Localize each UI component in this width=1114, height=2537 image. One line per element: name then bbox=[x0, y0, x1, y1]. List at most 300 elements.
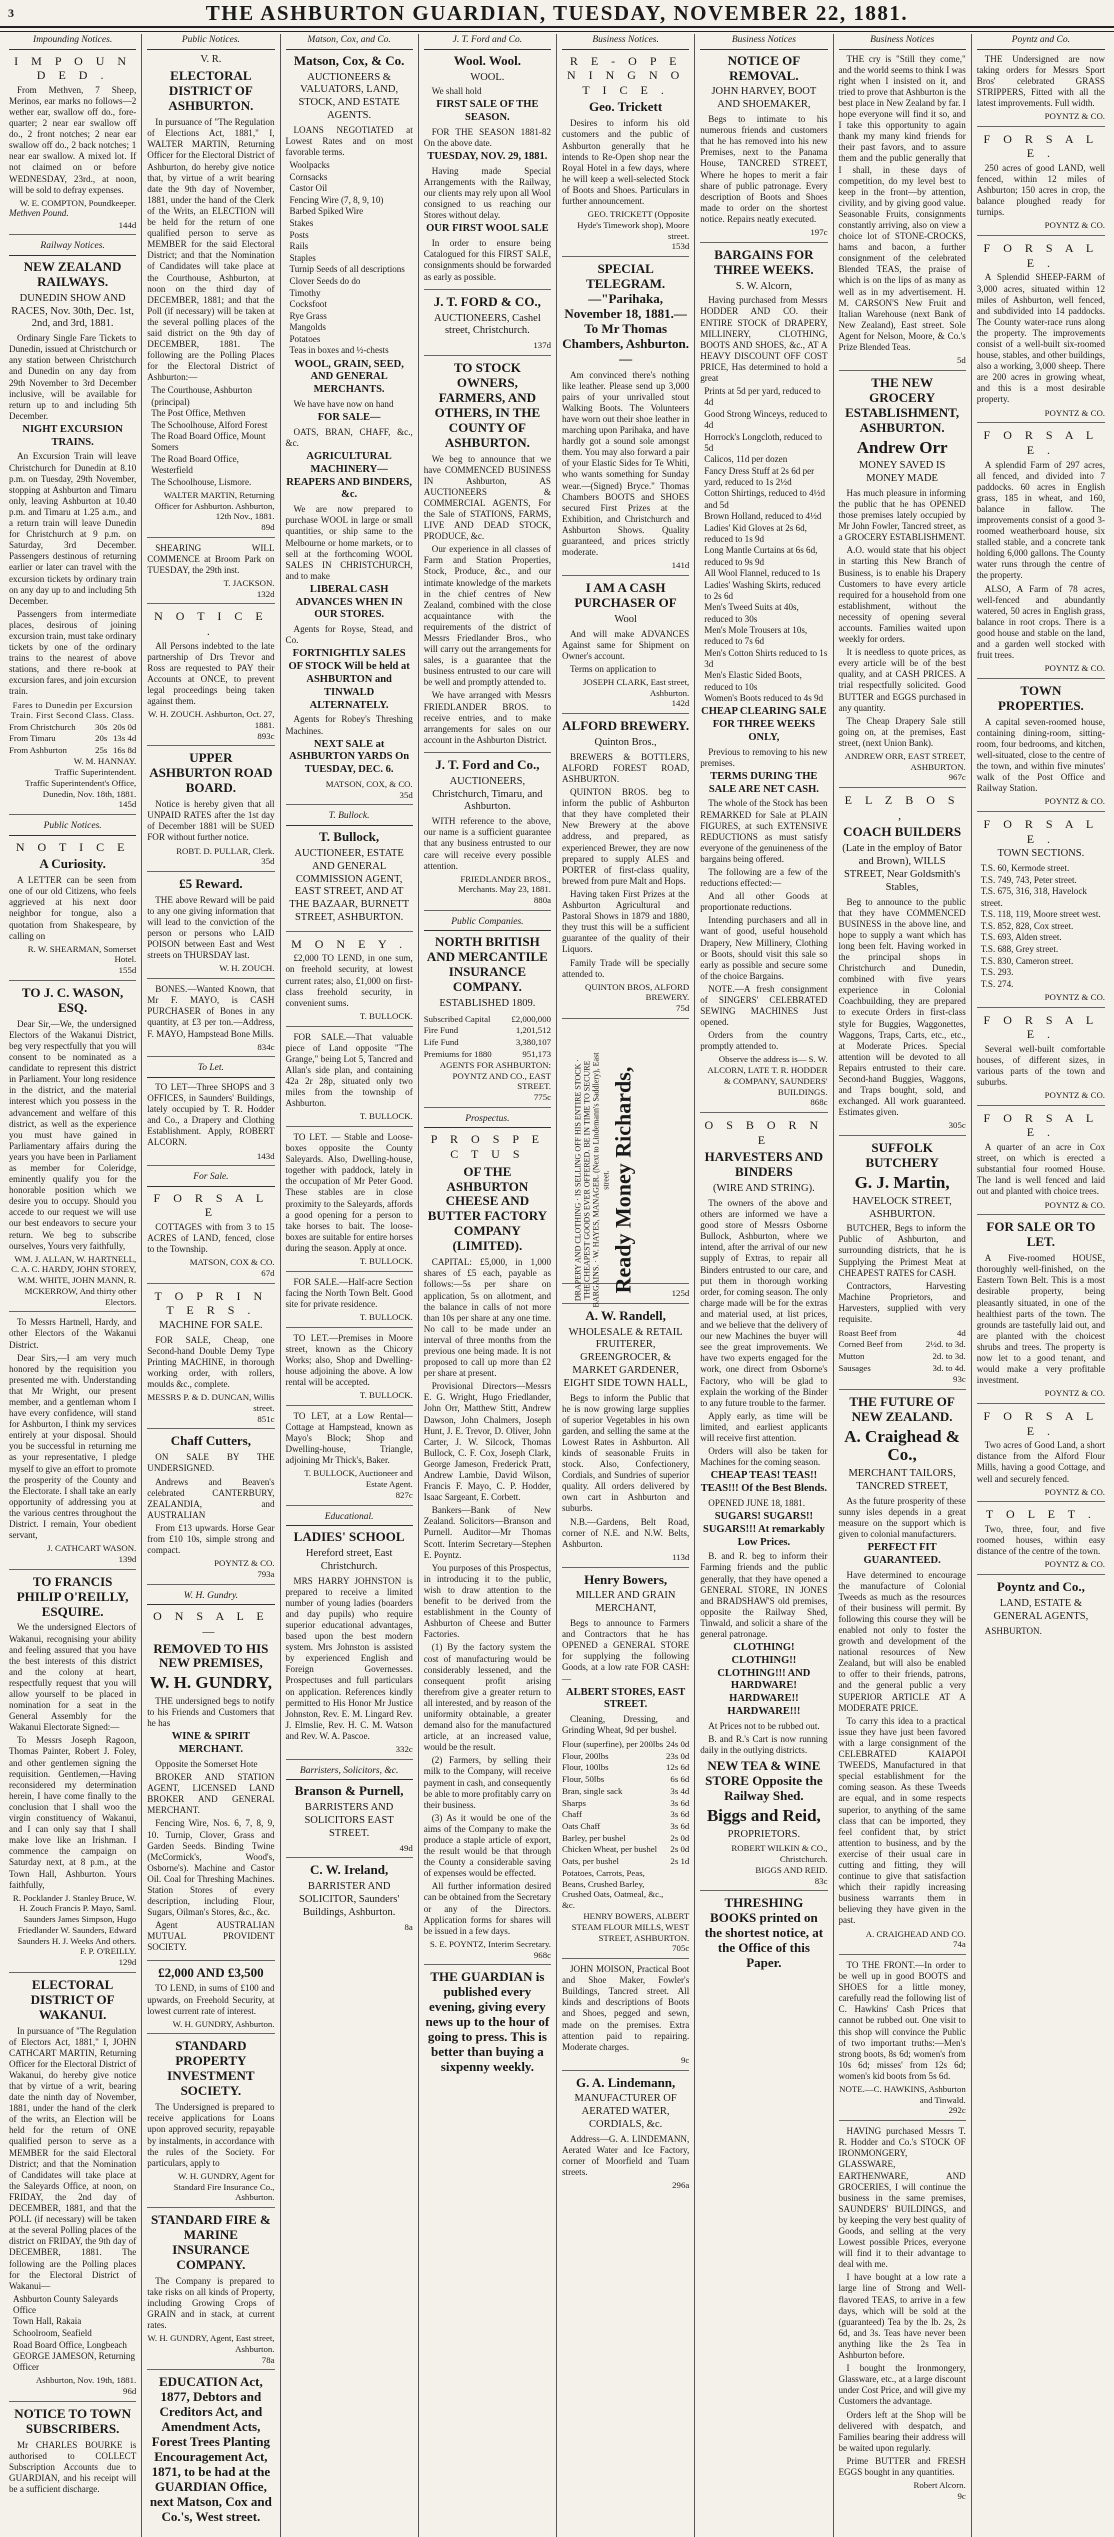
ad-body: THE above Reward will be paid to any one giving information that will lead to the conviction of the person or persons who LAID POISON between East and West streets on THURSDAY last. bbox=[147, 894, 275, 961]
ad-body: Begs to inform the Public that he is now growing large supplies of superior Vegetables in his own garden, and selling the same at the Lowest Rates in Ashburton. All kinds of seasonable Fruits in stock. Also, Confectionery, Cordials, and Sundries of superior quality. All orders delivered by own cart in Ashburton and suburbs. bbox=[562, 1392, 690, 1514]
ad-title: COACH BUILDERS bbox=[843, 824, 962, 840]
ad-title: Chaff Cutters, bbox=[170, 1433, 251, 1449]
ad-body: ASHBURTON. bbox=[984, 1625, 1042, 1636]
ad-title: THE GUARDIAN is published every evening, giving every news up to the hour of going to press. This is better than buying a sixpenny weekly. bbox=[425, 1969, 550, 2074]
signature: F. P. O'REILLY. bbox=[79, 1946, 137, 1957]
list-item: Road Board Office, Longbeach bbox=[13, 2339, 127, 2350]
ad-subheading: TERMS DURING THE SALE ARE NET CASH. bbox=[708, 770, 819, 795]
ad-name: W. H. GUNDRY, bbox=[149, 1673, 273, 1693]
signature: T. BULLOCK, Auctioneer and Estate Agent. bbox=[304, 1468, 413, 1490]
section-heading: Educational. bbox=[286, 1511, 413, 1527]
table-cell: Mutton bbox=[838, 1351, 865, 1362]
ad-place: Methven Pound. bbox=[9, 208, 69, 219]
ad-body: BREWERS & BOTTLERS, ALFORD FOREST ROAD, ASHBURTON. bbox=[562, 751, 690, 785]
table-row bbox=[424, 1013, 551, 1025]
ad-body: Ordinary Single Fare Tickets to Dunedin, issued at Christchurch or any station between Christchurch and Dunedin on any day from 29th November to 3rd December inclusive, will be available for return up to and including 5th December. bbox=[9, 333, 137, 421]
table-cell: Oats, per bushel bbox=[562, 1856, 619, 1867]
advertisement bbox=[562, 54, 689, 257]
list-item: The Post Office, Methven bbox=[151, 408, 246, 419]
ad-title: BARGAINS FOR THREE WEEKS. bbox=[714, 246, 814, 277]
rotated-small-text: DRAPERY AND CLOTHING · IS SELLING OFF HIS ENTIRE STOCK · THE CHEAPEST GOODS EVER OFFERED. BE IN TIME TO SECURE BARGAINS. · W. HAYES, MANAGER. (Next to Lindemann's Saddlery), East street. bbox=[573, 1052, 611, 1308]
ad-subtitle: (WIRE AND STRING). bbox=[712, 1183, 815, 1195]
table-row bbox=[562, 1809, 689, 1821]
item-list bbox=[13, 2294, 136, 2374]
table-row bbox=[9, 721, 136, 733]
advertisement bbox=[700, 248, 827, 1113]
ad-body: Having made Special Arrangements with the Railway, our clients may rely upon all Wool consigned to us reaching our Stores without delay. bbox=[423, 165, 551, 221]
table-cell: From Christchurch bbox=[9, 721, 76, 732]
table-cell: Barley, per bushel bbox=[562, 1832, 626, 1843]
advertisement bbox=[147, 54, 274, 538]
ad-title: SPECIAL TELEGRAM.—"Parihaka, November 18, 1881.—To Mr Thomas Chambers, Ashburton.— bbox=[562, 261, 690, 366]
table-row bbox=[562, 1785, 689, 1797]
list-item: T.S. 852, 828, Cox street. bbox=[980, 920, 1074, 931]
ad-body: We have have now on hand bbox=[293, 398, 394, 409]
ad-reference: 141d bbox=[671, 560, 690, 571]
advertisement bbox=[147, 2039, 274, 2207]
ad-reference: 125d bbox=[671, 1287, 690, 1298]
list-item: Horrock's Longcloth, reduced to 5d bbox=[704, 431, 823, 453]
table-row bbox=[562, 1856, 689, 1868]
signature: POYNTZ & CO. bbox=[1044, 111, 1105, 122]
table-cell: 2d. to 3d. bbox=[932, 1351, 966, 1362]
signature: W. H. GUNDRY, Ashburton. bbox=[172, 2018, 275, 2029]
spaced-heading: N O T I C E bbox=[15, 839, 130, 854]
ad-title: J. T. Ford and Co., bbox=[435, 756, 540, 772]
section-block bbox=[286, 1511, 413, 1527]
signature: HENRY BOWERS, ALBERT STEAM FLOUR MILLS, WEST STREET, ASHBURTON. bbox=[571, 1911, 690, 1943]
column-header: Impounding Notices. bbox=[9, 34, 136, 50]
ad-subheading: NIGHT EXCURSION TRAINS. bbox=[22, 423, 123, 448]
advertisement bbox=[839, 1141, 966, 1390]
ad-body: We have arranged with Messrs FRIEDLANDER BROS. to receive entries, and to make arrangements for sales on our account in the Ashburton District. bbox=[423, 690, 551, 745]
list-item: T.S. 675, 316, 318, Havelock street. bbox=[980, 886, 1087, 908]
ad-name: G. J. Martin, bbox=[854, 1173, 950, 1193]
table-cell: 3s 6d bbox=[670, 1809, 690, 1820]
advertisement bbox=[9, 1978, 136, 2402]
ad-body: B. and R.'s Cart is now running daily in the outlying districts. bbox=[700, 1733, 828, 1756]
list-item: Men's Cotton Shirts reduced to 1s 3d bbox=[704, 647, 828, 669]
ad-title: FOR SALE OR TO LET. bbox=[986, 1219, 1096, 1250]
section-heading: Prospectus. bbox=[424, 1113, 551, 1129]
table-cell: 4d bbox=[956, 1327, 966, 1338]
list-item: Town Hall, Rakaia bbox=[13, 2316, 82, 2327]
ad-body: BROKER AND STATION AGENT, LICENSED LAND BROKER AND GENERAL MERCHANT. bbox=[147, 1772, 275, 1816]
ad-body: OATS, BRAN, CHAFF, &c., &c. bbox=[285, 426, 413, 448]
section-block bbox=[147, 1062, 274, 1078]
table-cell: 3s 6d bbox=[670, 1820, 690, 1831]
ad-reference: 74a bbox=[953, 1939, 966, 1950]
ad-title: NEW TEA & WINE STORE Opposite the Railway Shed. bbox=[705, 1758, 823, 1804]
spaced-heading: F O R S A L E . bbox=[983, 428, 1099, 457]
ad-title: £2,000 AND £3,500 bbox=[158, 1964, 264, 1980]
signature: FRIEDLANDER BROS., Merchants. May 23, 1881. bbox=[458, 873, 551, 895]
ad-body: (2) Farmers, by selling their milk to the Company, will receive payment in cash, and consequently be able to more profitably carry on their business. bbox=[423, 1755, 551, 1810]
ad-body: The Cheap Drapery Sale still going on, at the premises, East street, (next Union Bank). bbox=[838, 715, 966, 748]
list-item: T.S. 693, Alden street. bbox=[980, 932, 1062, 943]
advertisement bbox=[147, 1966, 274, 2035]
table-row bbox=[562, 1750, 689, 1762]
ad-reference: 145d bbox=[118, 799, 137, 810]
ad-body: B. and R. beg to inform their Farming friends and the public generally, that they have opened a GENERAL STORE, IN JONES and BRADSHAW'S old premises, opposite the Railway Shed, Tinwald, and solicit a share of the general patronage. bbox=[700, 1551, 828, 1639]
ad-subheading: TUESDAY, NOV. 29, 1881. bbox=[427, 151, 548, 163]
signature: POYNTZ & CO. bbox=[1044, 407, 1105, 418]
ad-body: At Prices not to be rubbed out. bbox=[708, 1720, 820, 1731]
ad-reference: 113d bbox=[671, 1551, 690, 1562]
advertisement bbox=[839, 376, 966, 788]
ad-reference: 197c bbox=[810, 226, 828, 237]
ad-reference: 35d bbox=[261, 856, 275, 867]
spaced-heading: E L Z B O S , bbox=[844, 793, 960, 822]
ad-subheading: NEXT SALE at ASHBURTON YARDS On TUESDAY, DEC. 6. bbox=[289, 738, 410, 776]
ad-body: Dear Sir,—We, the undersigned Electors of the Wakanui District, beg very respectfully that you will consent to be nominated as a candidate to represent this district in Parliament. Your long residence in the district, and the material interest which you possess in the advancement and welfare of this district, as well as the experience you must have gained in Parliamentary affairs during the years you have been in Parliament as member for Coleridge, eminently qualify you for the honorable position which we desire you to occupy. Should you accede to our request we will use our best endeavors to secure your return. We beg to subscribe ourselves, Yours very faithfully, bbox=[9, 1018, 137, 1251]
ad-body: Passengers from intermediate places, desirous of joining excursion train, must take ordinary tickets by one of the ordinary trains to the nearest of above stations, and there re-book at excursion fares, and join excursion train. bbox=[9, 608, 137, 697]
table-cell: 2½d. to 3d. bbox=[925, 1339, 966, 1350]
signature: POYNTZ & CO. bbox=[214, 1558, 275, 1569]
table-cell: 3s 4d bbox=[670, 1785, 690, 1796]
ad-subtitle: WOOL. bbox=[470, 71, 505, 83]
signature: POYNTZ & CO. bbox=[1044, 1090, 1105, 1101]
ad-reference: 880a bbox=[533, 895, 551, 906]
ad-subtitle: AUCTIONEERS & VALUATORS, LAND, STOCK, AND ESTATE AGENTS. bbox=[298, 71, 400, 121]
ad-subtitle: BARRISTER AND SOLICITOR, Saunders' Buildings, Ashburton. bbox=[298, 1881, 400, 1918]
advertisement bbox=[977, 132, 1105, 236]
advertisement bbox=[286, 1277, 413, 1328]
column-header: Business Notices bbox=[839, 34, 966, 50]
ad-body: FOR SALE.—That valuable piece of Land opposite "The Grange," being Lot 5, Tancred and Allan's side plan, and containing 42a 2r 28p, situated only two miles from the township of Ashburton. bbox=[285, 1031, 413, 1109]
ad-reference: 129d bbox=[118, 1957, 137, 1967]
advertisement bbox=[839, 1960, 966, 2121]
section-block bbox=[424, 1113, 551, 1129]
table-cell: 2s 0d bbox=[670, 1844, 690, 1855]
ad-body: To Messrs Hartnell, Hardy, and other Electors of the Wakanui District. bbox=[9, 1317, 137, 1350]
ad-body: OPENED JUNE 18, 1881. bbox=[708, 1497, 805, 1508]
table-cell: Flour, 50lbs bbox=[562, 1774, 605, 1785]
ad-reference: 5d bbox=[956, 355, 966, 366]
ad-subheading: FIRST SALE OF THE SEASON. bbox=[436, 99, 539, 124]
column-1 bbox=[4, 34, 142, 2537]
spaced-heading: F O R S A L E . bbox=[983, 1409, 1099, 1438]
table-cell: 6s 6d bbox=[670, 1774, 690, 1785]
ad-subtitle: Hereford street, East Christchurch. bbox=[305, 1548, 393, 1572]
ad-body: Address—G. A. LINDEMANN, Aerated Water and Ice Factory, corner of Moorfield and Tuam streets. bbox=[562, 2133, 690, 2178]
signature: POYNTZ & CO. bbox=[1044, 796, 1105, 807]
list-item: Barbed Spiked Wire bbox=[289, 206, 364, 217]
list-item: Fancy Dress Stuff at 2s 6d per yard, reduced to 1s 2½d bbox=[704, 465, 815, 487]
advertisement bbox=[839, 2126, 966, 2505]
ad-subtitle: (Late in the employ of Bator and Brown), WILLS STREET, Near Goldsmith's Stables, bbox=[842, 843, 963, 893]
advertisement bbox=[424, 295, 551, 356]
column-8 bbox=[972, 34, 1110, 2537]
table-cell: 13s 4d bbox=[113, 733, 137, 744]
advertisement bbox=[977, 1111, 1105, 1215]
section-heading: For Sale. bbox=[147, 1171, 274, 1187]
advertisement bbox=[9, 2407, 136, 2501]
table-cell: Flour, 100lbs bbox=[562, 1762, 609, 1773]
ad-subtitle: Quinton Bros., bbox=[594, 737, 657, 749]
spaced-heading: P R O S P E C T U S bbox=[430, 1132, 544, 1161]
ad-reference: 132d bbox=[256, 588, 275, 599]
ad-name: A. Craighead & Co., bbox=[844, 1426, 960, 1465]
table-row bbox=[562, 1832, 689, 1844]
list-item: The Courthouse, Ashburton (principal) bbox=[151, 385, 253, 407]
ad-title: Matson, Cox, & Co. bbox=[293, 52, 405, 68]
signature: Ashburton, Nov. 19th, 1881. bbox=[35, 2375, 137, 2386]
column-4 bbox=[419, 34, 557, 2537]
advertisement bbox=[9, 840, 136, 981]
ad-title: A Curiosity. bbox=[39, 856, 106, 872]
ad-title: £5 Reward. bbox=[179, 875, 243, 891]
table-cell: 24s 0d bbox=[666, 1738, 690, 1749]
ad-subtitle: WHOLESALE & RETAIL FRUITERER, GREENGROCER, & MARKET GARDENER, EIGHT SIDE TOWN HALL, bbox=[563, 1326, 688, 1389]
list-item: Rye Grass bbox=[289, 310, 327, 321]
signature: MESSRS P. & D. DUNCAN, Willis street. bbox=[147, 1392, 275, 1414]
list-item: GEORGE JAMESON, Returning Officer bbox=[13, 2351, 136, 2373]
table-row bbox=[9, 745, 136, 757]
list-item: T.S. 118, 119, Moore street west. bbox=[980, 909, 1101, 920]
ad-body: CAPITAL: £5,000, in 1,000 shares of £5 each, payable as follows:—5s per share on application, 5s on allotment, and the balance in calls of not more than 10s per share at any one time. No call to be made under an interval of three months from the previous one being made. It is not proposed to call up more than £2 per share at present. bbox=[423, 1257, 551, 1379]
signature: QUINTON BROS, ALFORD BREWERY. bbox=[585, 981, 690, 1003]
ad-body: THE undersigned begs to notify to his Friends and Customers that he has bbox=[147, 1696, 275, 1729]
ad-subheading: FORTNIGHTLY SALES OF STOCK Will be held at ASHBURTON and TINWALD ALTERNATELY. bbox=[288, 648, 410, 711]
ad-body: FOR SALE, Cheap, one Second-hand Double Demy Type Printing MACHINE, in thorough working order, with rollers, moulds &c., complete. bbox=[147, 1334, 275, 1390]
ad-reference: 142d bbox=[671, 698, 690, 709]
table-row bbox=[839, 1362, 966, 1374]
ad-body: We shall hold bbox=[431, 86, 482, 97]
list-item: The Road Board Office, Westerfield bbox=[151, 454, 239, 476]
ad-title: THE NEW GROCERY ESTABLISHMENT, ASHBURTON. bbox=[845, 374, 960, 435]
column-3 bbox=[281, 34, 419, 2537]
ad-body: BUTCHER, Begs to inform the Public of Ashburton, and surrounding districts, that he is Supplying the Primest Meat at CHEAPEST RATES for CASH. bbox=[838, 1223, 966, 1278]
list-item: T.S. 749, 743, Peter street. bbox=[980, 874, 1077, 885]
ad-subtitle: TOWN SECTIONS. bbox=[997, 848, 1085, 860]
ad-body: (1) By the factory system the cost of manufacturing would be considerably lessened, and the consequent profit arising therefrom give a greater return to all interested, and by reason of the uniformity obtainable, a greater demand also for the manufactured article, at an increased value, would be the result. bbox=[423, 1642, 551, 1753]
column-header: Public Notices. bbox=[147, 34, 274, 50]
advertisement bbox=[147, 751, 274, 872]
ad-subtitle: AUCTIONEERS, Christchurch, Timaru, and Ashburton. bbox=[432, 775, 543, 813]
table-cell: Sausages bbox=[838, 1362, 871, 1373]
signature: T. BULLOCK. bbox=[359, 1311, 413, 1322]
ad-body: A capital seven-roomed house, containing dining-room, sitting-room, four bedrooms, and kitchen, well-situated, close to the centre of the town, and within five minutes' walk of the Post Office and Railway Station. bbox=[976, 716, 1105, 794]
advertisement bbox=[839, 1395, 966, 1955]
table-cell: 3s 6d bbox=[670, 1797, 690, 1808]
column-2 bbox=[142, 34, 280, 2537]
ad-reference: 8a bbox=[404, 1921, 413, 1932]
list-item: Rails bbox=[289, 241, 309, 252]
ad-body: The whole of the Stock has been REMARKED for Sale at PLAIN FIGURES, at such EXTENSIVE REDUCTIONS as must satisfy everyone of the genuineness of the bargains being offered. bbox=[700, 798, 828, 864]
ad-subtitle: HAVELOCK STREET, ASHBURTON. bbox=[852, 1195, 952, 1220]
signature: W. H. GUNDRY, Agent for Standard Fire Insurance Co., Ashburton. bbox=[173, 2170, 275, 2203]
list-item: Calicos, 11d per dozen bbox=[704, 454, 788, 465]
ad-body: We are now prepared to purchase WOOL in large or small quantities, or ship same to the Melbourne or home markets, or to sell at the forthcoming WOOL SALES IN CHRISTCHURCH, and to make bbox=[285, 504, 413, 581]
ad-title: HARVESTERS AND BINDERS bbox=[704, 1149, 824, 1180]
signature: JOSEPH CLARK, East street, Ashburton. bbox=[582, 676, 690, 698]
ad-body: And will make ADVANCES Against same for Shipment on Owner's account. bbox=[562, 628, 690, 661]
advertisement bbox=[424, 758, 551, 911]
advertisement bbox=[562, 1573, 689, 1960]
ad-subheading: PERFECT FIT GUARANTEED. bbox=[863, 1541, 941, 1566]
advertisement bbox=[286, 1032, 413, 1127]
ad-subtitle: S. W. Alcorn, bbox=[735, 280, 793, 292]
list-item: Cocksfoot bbox=[289, 299, 327, 310]
ad-body: COTTAGES with from 3 to 15 ACRES of LAND, fenced, close to the Township. bbox=[147, 1222, 275, 1255]
table-row bbox=[839, 1351, 966, 1363]
advertisement bbox=[977, 241, 1105, 423]
ad-reference: 332c bbox=[395, 1744, 413, 1755]
ad-subheading: CHEAP CLEARING SALE FOR THREE WEEKS ONLY, bbox=[701, 706, 827, 743]
spaced-heading: F O R S A L E . bbox=[983, 1110, 1099, 1140]
spaced-heading: N O T I C E . bbox=[154, 609, 268, 638]
advertisement bbox=[286, 1132, 413, 1272]
masthead bbox=[0, 0, 1114, 28]
ad-body: £2,000 TO LEND, in one sum, on freehold security, at lowest current rates; also, £1,000 on first-class freehold security, in convenient sums. bbox=[285, 953, 413, 1008]
table-cell: 30s bbox=[95, 721, 108, 732]
advertisement bbox=[147, 2375, 274, 2531]
list-item: Cotton Shirtings, reduced to 4½d and 5d bbox=[704, 488, 825, 510]
ad-subheading: ALBERT STORES, EAST STREET. bbox=[566, 1686, 686, 1711]
section-heading: Barristers, Solicitors, &c. bbox=[286, 1765, 413, 1781]
ad-body: Agent AUSTRALIAN MUTUAL PROVIDENT SOCIETY. bbox=[147, 1920, 275, 1953]
signature: R. Pocklander J. Stanley Bruce, W. H. Zouch Francis P. Mayo, Saml. Saunders James Simpson, Hugo Friedlander W. Saunders, Edward Saunders H. J. Weeks And others. bbox=[12, 1892, 137, 1946]
ad-body: The owners of the above and others are informed we have a good store of Messrs Osborne Bullock, Ashburton, where we intend, after the arrival of our new supply of Extras, to repair all Binders entrusted to our care, and put them in thorough working order, for coming season. The only charge made will be for the extras and material used, at list prices, and we believe that the delivery of our new Machines the buyer will see the great improvements. We have two experts engaged for the work, one direct from Osborne's Factory, who will be glad to explain the working of the Binder to any future trouble to the farmer. bbox=[700, 1198, 828, 1408]
list-item: Clover Seeds do do bbox=[289, 275, 361, 286]
table-cell: 3d. to 4d. bbox=[932, 1362, 966, 1373]
signature: WALTER MARTIN, Returning Officer for Ashburton. Ashburton, 12th Nov., 1881. bbox=[154, 489, 275, 522]
ad-body: Dear Sirs,—I am very much honored by the requisition you presented me with. Understanding that Mr Wright, our present member, and a gentleman whom I have every confidence, will stand for Ashburton, I think my services entirely at your disposal. Should you be successful in returning me as your representative, I pledge myself to give an effort to promote the prosperity of the County and the Electorate. I shall take an early opportunity of addressing you at the various centres throughout the District. I remain, Your obedient servant, bbox=[9, 1352, 137, 1541]
list-item: Brown Holland, reduced to 4½d bbox=[704, 511, 822, 522]
spaced-heading: F O R S A L E . bbox=[983, 817, 1099, 846]
advertisement bbox=[977, 1580, 1105, 1643]
ad-title: SUFFOLK BUTCHERY bbox=[865, 1140, 939, 1171]
ad-body: In order to ensure being Catalogued for this FIRST SALE, consignments should be forwarded as early as possible. bbox=[423, 238, 551, 282]
ad-body: TO LET.—Premises in Moore street, known as the Chicory Works; also, Shop and Dwelling-house adjoining the above. A low rental will be accepted. bbox=[285, 1332, 413, 1388]
list-item: The Schoolhouse, Alford Forest bbox=[151, 419, 268, 430]
ad-body: The Undersigned is prepared to receive applications for Loans upon approved security, repayable by instalments, in accordance with the rules of the Society. For particulars, apply to bbox=[147, 2102, 275, 2168]
ad-body: JOHN MOISON, Practical Boot and Shoe Maker, Fowler's Buildings, Tancred street. All kinds and descriptions of Boots and Shoes, pegged and sewn, made on the premises. Extra attention paid to repairing. Moderate charges. bbox=[562, 1964, 690, 2052]
column-header: Business Notices. bbox=[562, 34, 689, 50]
section-heading: Public Companies. bbox=[424, 916, 551, 932]
ad-body: And all other Goods at proportionate reductions. bbox=[700, 891, 828, 913]
signature: POYNTZ & CO. bbox=[1044, 1559, 1105, 1570]
ad-subtitle: MERCHANT TAILORS, TANCRED STREET, bbox=[848, 1467, 956, 1492]
prices-table bbox=[839, 1327, 966, 1374]
list-item: Stakes bbox=[289, 217, 314, 228]
ad-body: You purposes of this Prospectus, in introducing it to the public, wish to draw attention to the benefit to be derived from the establishment in the County of Ashburton of Cheese and Butter Factories. bbox=[423, 1562, 551, 1640]
section-heading: Railway Notices. bbox=[9, 240, 136, 256]
ad-reference: 868c bbox=[810, 1097, 828, 1108]
table-cell: Chicken Wheat, per bushel bbox=[562, 1844, 658, 1855]
ad-body: ON SALE BY THE UNDERSIGNED. bbox=[147, 1452, 275, 1474]
ad-reference: 9c bbox=[680, 2054, 690, 2065]
ad-body: Bankers—Bank of New Zealand. Solicitors—Branson and Purnell. Auditor—Mr Thomas Scott. Interim Secretary—Stephen E. Poyntz. bbox=[423, 1505, 551, 1560]
advertisement bbox=[424, 54, 551, 290]
ad-title: EDUCATION Act, 1877, Debtors and Creditors Act, and Amendment Acts, Forest Trees Planting Encouragement Act, 1871, to be had at the GUARDIAN Office, next Matson, Cox and Co.'s, West street. bbox=[149, 2374, 272, 2524]
item-list bbox=[981, 863, 1105, 990]
advertisement bbox=[977, 817, 1105, 1007]
list-item: Posts bbox=[289, 229, 309, 240]
section-block bbox=[147, 1590, 274, 1606]
section-block bbox=[147, 1171, 274, 1187]
spaced-heading: F O R S A L E . bbox=[983, 241, 1099, 270]
ad-body: Previous to removing to his new premises. bbox=[700, 746, 828, 768]
ad-reference: 89d bbox=[261, 521, 275, 532]
signature: POYNTZ & CO. bbox=[1044, 991, 1105, 1002]
ad-reference: 827c bbox=[395, 1489, 413, 1500]
ad-body: I have bought at a low rate a large line of Strong and Well-flavored TEAS, to arrive in a few days, which will be sold at the (guaranteed) Tea by the lb. 2s, 2s 6d, and 3s. Teas have never been anything like the 2s Tea in Ashburton before. bbox=[838, 2272, 966, 2361]
ad-body: Has much pleasure in informing the public that he has OPENED those premises lately occupied by Mr John Fowler, Tancred street, as a GROCERY ESTABLISHMENT. bbox=[838, 487, 966, 543]
table-cell: 20s bbox=[95, 733, 108, 744]
table-row bbox=[562, 1762, 689, 1774]
spaced-heading: R E - O P E N I N G N O T I C E . bbox=[566, 53, 685, 97]
column-header: Business Notices bbox=[700, 34, 827, 50]
table-cell: Sharps bbox=[562, 1797, 586, 1808]
ad-subheading: WOOL, GRAIN, SEED, AND GENERAL MERCHANTS. bbox=[294, 358, 404, 396]
signature: GEO. TRICKETT (Opposite Hyde's Timework shop), Moore street. bbox=[577, 209, 690, 241]
list-item: Women's Boots reduced to 4s 9d bbox=[704, 693, 824, 704]
ad-title: G. A. Lindemann, bbox=[575, 2074, 676, 2090]
signature: T. BULLOCK. bbox=[359, 1111, 413, 1122]
signature: MATSON, COX, & CO. bbox=[325, 779, 413, 790]
signature: ROBT. D. PULLAR, Clerk. bbox=[176, 845, 275, 856]
signature: WM. J. ALLAN, W. HARTNELL, C. A. C. HARDY, JOHN STOREY, W.M. WHITE, JOHN MANN, R. MCKERROW, And thirty other Electors. bbox=[11, 1253, 137, 1307]
ad-body: Orders from the country promptly attended to. bbox=[700, 1030, 828, 1052]
column-7 bbox=[834, 34, 972, 2537]
ad-body: A Splendid SHEEP-FARM of 3,000 acres, situated within 12 miles of Ashburton, well fenced, and subdivided into 14 paddocks. The County water-race runs along the property. The improvements consist of a well-built six-roomed house, stables, and other buildings, also a working, 3,000 sheep. There are 200 acres in growing wheat, and this is a most desirable property. bbox=[976, 272, 1105, 405]
table-row bbox=[424, 1048, 551, 1060]
table-cell: Oats Chaff bbox=[562, 1820, 601, 1831]
ad-body: Several well-built comfortable houses, of different sizes, in various parts of the town and suburbs. bbox=[976, 1043, 1105, 1088]
ad-reference: 83c bbox=[814, 1875, 828, 1886]
ad-reference: 296a bbox=[672, 2180, 690, 2191]
table-cell: Fire Fund bbox=[423, 1025, 459, 1036]
section-block bbox=[286, 1765, 413, 1781]
list-item: Ashburton County Saleyards Office bbox=[13, 2293, 119, 2315]
ad-body: A splendid Farm of 297 acres, all fenced, and divided into 7 paddocks. 60 acres in English grass, 185 in wheat, and 160, balance in fallow. The improvements consist of a good 3-roomed weatherboard house, six stalled stable, and a concrete tank holding 6,000 gallons. The County water runs through the centre of the property. bbox=[976, 459, 1105, 581]
table-cell: 23s 0d bbox=[666, 1750, 690, 1761]
list-item: Schoolroom, Seafield bbox=[13, 2328, 92, 2339]
ad-title: LADIES' SCHOOL bbox=[293, 1529, 405, 1545]
advertisement bbox=[147, 543, 274, 605]
list-item: T.S. 830, Cameron street. bbox=[980, 955, 1074, 966]
signature: W. E. COMPTON, Poundkeeper. bbox=[19, 197, 137, 208]
table-cell: Subscribed Capital bbox=[423, 1013, 491, 1024]
ad-title: NORTH BRITISH AND MERCANTILE INSURANCE COMPANY. bbox=[426, 934, 548, 995]
signature: W. H. ZOUCH. Ashburton, Oct. 27, 1881. bbox=[148, 709, 275, 730]
ad-body: From £13 upwards. Horse Gear from £10 10s, simple strong and compact. bbox=[147, 1522, 275, 1556]
page-number: 3 bbox=[8, 6, 16, 20]
ad-body: TO LET. — Stable and Loose-boxes opposite the County Saleyards. Also, Dwelling-house, together with paddock, lately in the occupation of Mr Peter Good. These stables are in close proximity to the Saleyards, affords a good opening for a person to take horses to bait. The loose-boxes are suitable for entire horses during the season. Apply at once. bbox=[285, 1131, 413, 1253]
ad-body: Family Trade will be specially attended to. bbox=[562, 957, 690, 979]
signature: T. BULLOCK. bbox=[359, 1010, 413, 1021]
advertisement bbox=[700, 54, 827, 243]
ad-title: THRESHING BOOKS printed on the shortest notice, at the Office of this Paper. bbox=[704, 1895, 824, 1971]
table-cell: 16s 8d bbox=[113, 745, 137, 756]
advertisement bbox=[147, 1082, 274, 1166]
list-item: Good Strong Winceys, reduced to 4d bbox=[704, 408, 828, 430]
table-cell: Potatoes, Carrots, Peas, Beans, Crushed Barley, Crushed Oats, Oatmeal, &c., &c. bbox=[562, 1867, 664, 1910]
ad-body: Am convinced there's nothing like leather. Please send up 3,000 pairs of your unrivalled stout Walking Boots. The Volunteers have worn out their shoe leather in marching upon Parihaka, and have hardly got a sound sole amongst them. You may also forward a pair of your Elastic Sides for Te Whiti, who wants something for Sunday wear.—(Signed) Bryce." Thomas Chambers BOOTS and SHOES secured First Prizes at the Exhibition, and Christchurch and Ashburton Shows. Quality guaranteed, and prices strictly moderate. bbox=[562, 369, 690, 558]
ad-reference: 35d bbox=[399, 789, 413, 800]
advertisement bbox=[977, 1507, 1105, 1575]
ad-body: Our experience in all classes of Farm and Station Properties, Stock, Produce, &c., and our intimate knowledge of the markets in the chief centres of New Zealand, combined with the close acquaintance with the requirements of the district of Messrs Friedlander Bros., who will carry out the arrangements for sales, is a guarantee that the business entrusted to our care will be well and promptly attended to. bbox=[423, 544, 551, 688]
ad-body: Two, three, four, and five roomed houses, within easy distance of the centre of the town. bbox=[976, 1523, 1105, 1557]
signature: T. BULLOCK. bbox=[359, 1390, 413, 1401]
advertisement bbox=[286, 937, 413, 1027]
ad-body: The following are a few of the reductions effected:— bbox=[700, 866, 828, 889]
signature: Traffic Superintendent's Office, Dunedin, Nov. 18th, 1881. bbox=[25, 777, 137, 799]
ad-body: Have determined to encourage the manufacture of Colonial Tweeds as much as the resources of their business will permit. By following this course they will be enabled not only to foster the growth and development of the national resources of New Zealand, but will also be enabled to offer to their friends, patrons, and the general public a very SUPERIOR ARTICLE AT A MODERATE PRICE. bbox=[838, 1569, 966, 1713]
table-cell: 25s bbox=[95, 745, 108, 756]
